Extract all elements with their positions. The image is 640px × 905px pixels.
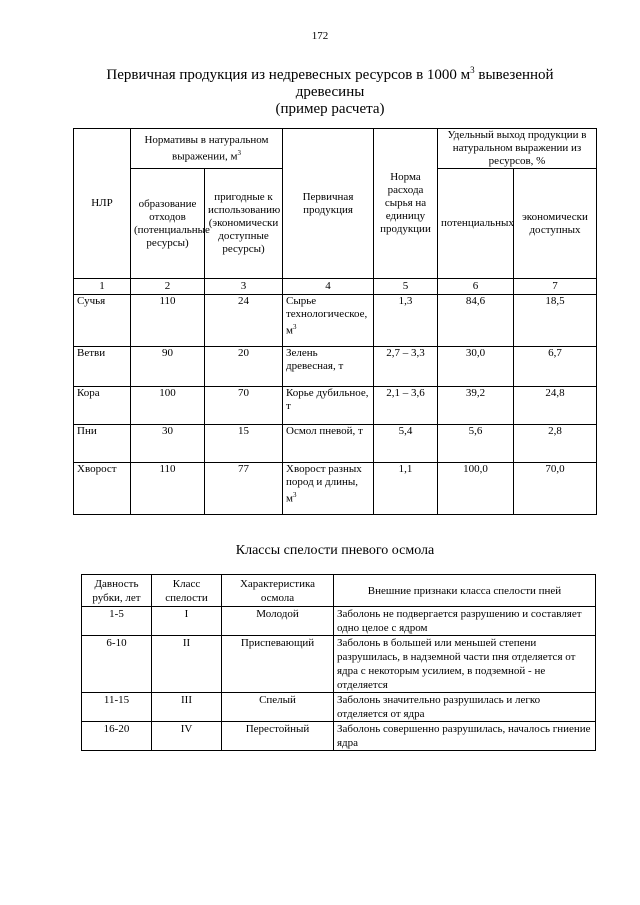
- table-row: [82, 722, 596, 751]
- cell-signs: Заболонь значительно разрушилась и легко отделяется от ядра: [334, 693, 596, 722]
- cell-product: Сырье технологическое, $м^3$: [283, 295, 374, 347]
- cell-waste: 100: [131, 387, 205, 425]
- cell-waste: 110: [131, 295, 205, 347]
- col-number: 5: [374, 279, 438, 295]
- cell-usable: 15: [205, 425, 283, 463]
- cell-char: Спелый: [222, 693, 334, 722]
- col-number: 2: [131, 279, 205, 295]
- cell-nlr: Кора: [74, 387, 131, 425]
- table-row: [74, 425, 597, 463]
- cell-age: 16-20: [82, 722, 152, 751]
- cell-signs: Заболонь в большей или меньшей степени разрушилась, в надземной части пня отделяется от ядра с некоторым усилием, в подземной - не отделяется: [334, 636, 596, 693]
- cell-rate: 5,4: [374, 425, 438, 463]
- header-signs: Внешние признаки класса спелости пней: [334, 575, 596, 607]
- cell-usable: 24: [205, 295, 283, 347]
- cell-class: IV: [152, 722, 222, 751]
- cell-economic: 6,7: [514, 347, 597, 387]
- table-row: [82, 636, 596, 693]
- header-norms: Нормативы в натуральном выражении, $м^3$: [131, 129, 283, 169]
- cell-product: Хворост разных пород и длины, $м^3$: [283, 463, 374, 515]
- cell-age: 1-5: [82, 607, 152, 636]
- cell-rate: 1,1: [374, 463, 438, 515]
- cell-char: Молодой: [222, 607, 334, 636]
- table-row: [74, 387, 597, 425]
- table-row: [74, 347, 597, 387]
- table-row: [82, 607, 596, 636]
- cell-potential: 30,0: [438, 347, 514, 387]
- header-rate: Норма расхода сырья на единицу продукции: [374, 129, 438, 279]
- cell-signs: Заболонь совершенно разрушилась, началось гниение ядра: [334, 722, 596, 751]
- cell-nlr: Хворост: [74, 463, 131, 515]
- cell-char: Перестойный: [222, 722, 334, 751]
- col-number: 6: [438, 279, 514, 295]
- cell-usable: 77: [205, 463, 283, 515]
- col-number: 3: [205, 279, 283, 295]
- cell-signs: Заболонь не подвергается разрушению и составляет одно целое с ядром: [334, 607, 596, 636]
- cell-class: III: [152, 693, 222, 722]
- cell-class: I: [152, 607, 222, 636]
- cell-potential: 39,2: [438, 387, 514, 425]
- cell-economic: 18,5: [514, 295, 597, 347]
- cell-economic: 2,8: [514, 425, 597, 463]
- cell-rate: 2,7 – 3,3: [374, 347, 438, 387]
- table-row: [74, 295, 597, 347]
- cell-potential: 84,6: [438, 295, 514, 347]
- cell-economic: 70,0: [514, 463, 597, 515]
- cell-usable: 70: [205, 387, 283, 425]
- header-yield: Удельный выход продукции в натуральном выражении из ресурсов, %: [438, 129, 597, 169]
- table1-title: Первичная продукция из недревесных ресурсов в 1000 $м^3$ вывезенной древесины (пример расчета): [106, 65, 554, 117]
- cell-nlr: Ветви: [74, 347, 131, 387]
- header-economic: экономически доступных: [514, 169, 597, 279]
- cell-potential: 100,0: [438, 463, 514, 515]
- cell-product: Осмол пневой, т: [283, 425, 374, 463]
- cell-rate: 1,3: [374, 295, 438, 347]
- cell-rate: 2,1 – 3,6: [374, 387, 438, 425]
- col-number: 7: [514, 279, 597, 295]
- cell-product: Зелень древесная, т: [283, 347, 374, 387]
- maturity-table: [81, 574, 596, 751]
- header-product: Первичная продукция: [283, 129, 374, 279]
- header-potential: потенциальных: [438, 169, 514, 279]
- resources-table: [73, 128, 597, 515]
- cell-product: Корье дубильное, т: [283, 387, 374, 425]
- cell-char: Приспевающий: [222, 636, 334, 693]
- table-row: [82, 693, 596, 722]
- cell-nlr: Пни: [74, 425, 131, 463]
- header-usable: пригодные к использованию (экономически доступные ресурсы): [205, 169, 283, 279]
- cell-waste: 110: [131, 463, 205, 515]
- cell-waste: 90: [131, 347, 205, 387]
- header-waste: образование отходов (потенциальные ресурсы): [131, 169, 205, 279]
- cell-class: II: [152, 636, 222, 693]
- cell-waste: 30: [131, 425, 205, 463]
- cell-usable: 20: [205, 347, 283, 387]
- col-number: 4: [283, 279, 374, 295]
- header-class: Класс спелости: [152, 575, 222, 607]
- table2-title: Классы спелости пневого осмола: [235, 543, 435, 558]
- cell-age: 11-15: [82, 693, 152, 722]
- cell-potential: 5,6: [438, 425, 514, 463]
- header-nlr: НЛР: [74, 129, 131, 279]
- cell-nlr: Сучья: [74, 295, 131, 347]
- header-age: Давность рубки, лет: [82, 575, 152, 607]
- col-number: 1: [74, 279, 131, 295]
- table-row: [74, 463, 597, 515]
- header-char: Характеристика осмола: [222, 575, 334, 607]
- cell-age: 6-10: [82, 636, 152, 693]
- page-number: 172: [311, 30, 329, 42]
- cell-economic: 24,8: [514, 387, 597, 425]
